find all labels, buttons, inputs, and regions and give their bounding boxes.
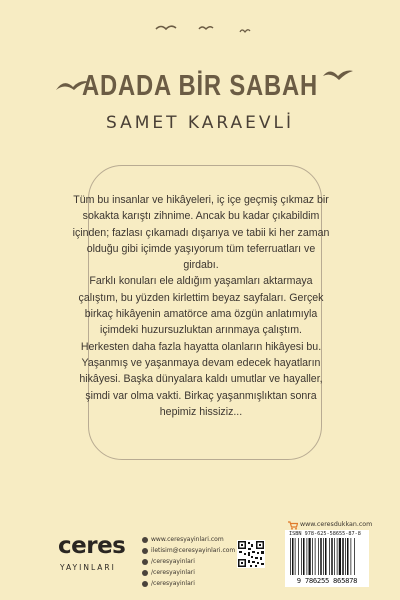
contact-twitter[interactable]: /ceresyayinlari bbox=[142, 578, 242, 589]
globe-icon bbox=[142, 537, 148, 543]
back-cover-blurb bbox=[70, 192, 332, 420]
contact-website[interactable]: www.ceresyayinlari.com bbox=[142, 534, 242, 545]
seagull-icon bbox=[198, 24, 214, 32]
blurb-paragraph: Tüm bu insanlar ve hikâyeleri, iç içe geçmiş çıkmaz bir sokakta karıştı zihnime. Ancak bu kadar çıkabildim içinden; fazlası çıkamadı dışarıya ve tabii ki her zaman olduğu gibi içimde yaşıyorum tüm teferruatları ve girdabı. bbox=[72, 194, 330, 272]
barcode-icon bbox=[289, 538, 365, 576]
contact-email[interactable]: iletisim@ceresyayinlari.com bbox=[142, 545, 242, 556]
facebook-icon bbox=[142, 559, 148, 565]
instagram-icon bbox=[142, 570, 148, 576]
book-author: SAMET KARAEVLİ bbox=[105, 113, 295, 133]
barcode-digits: 9 786255 865878 bbox=[296, 576, 358, 585]
store-url[interactable]: www.ceresdukkan.com bbox=[300, 521, 373, 528]
isbn-number: ISBN 978-625-58655-87-8 bbox=[289, 531, 361, 537]
publisher-subtitle: YAYINLARI bbox=[60, 563, 116, 572]
publisher-name: ceres bbox=[58, 533, 126, 559]
blurb-paragraph: Farklı konuları ele aldığım yaşamları aktarmaya çalıştım, bu yüzden kirlettim beyaz sayfaları. Gerçek birkaç hikâyenin amatörce ama özgün anlatımıyla içimdeki huzursuzluktan arınmaya çalıştım. bbox=[78, 275, 324, 337]
contact-facebook[interactable]: /ceresyayinlari bbox=[142, 556, 242, 567]
blurb-paragraph: Herkesten daha fazla hayatta olanların hikâyesi bu. Yaşanmış ve yaşanmaya devam edecek hayatların hikâyesi. Başka dünyalara kaldı umutlar ve hayaller, şimdi var olma vakti. Birkaç yaşanmışlıktan sonra hepimiz hissiziz... bbox=[79, 340, 323, 418]
contact-instagram[interactable]: /ceresyayinlari bbox=[142, 567, 242, 578]
qr-code-icon bbox=[237, 540, 265, 568]
shopping-cart-icon bbox=[288, 521, 298, 530]
book-title: ADADA BİR SABAH bbox=[81, 70, 319, 102]
publisher-contacts bbox=[142, 534, 242, 589]
seagull-icon bbox=[155, 23, 177, 33]
seagull-icon bbox=[239, 27, 251, 34]
twitter-icon bbox=[142, 581, 148, 587]
mail-icon bbox=[142, 548, 148, 554]
